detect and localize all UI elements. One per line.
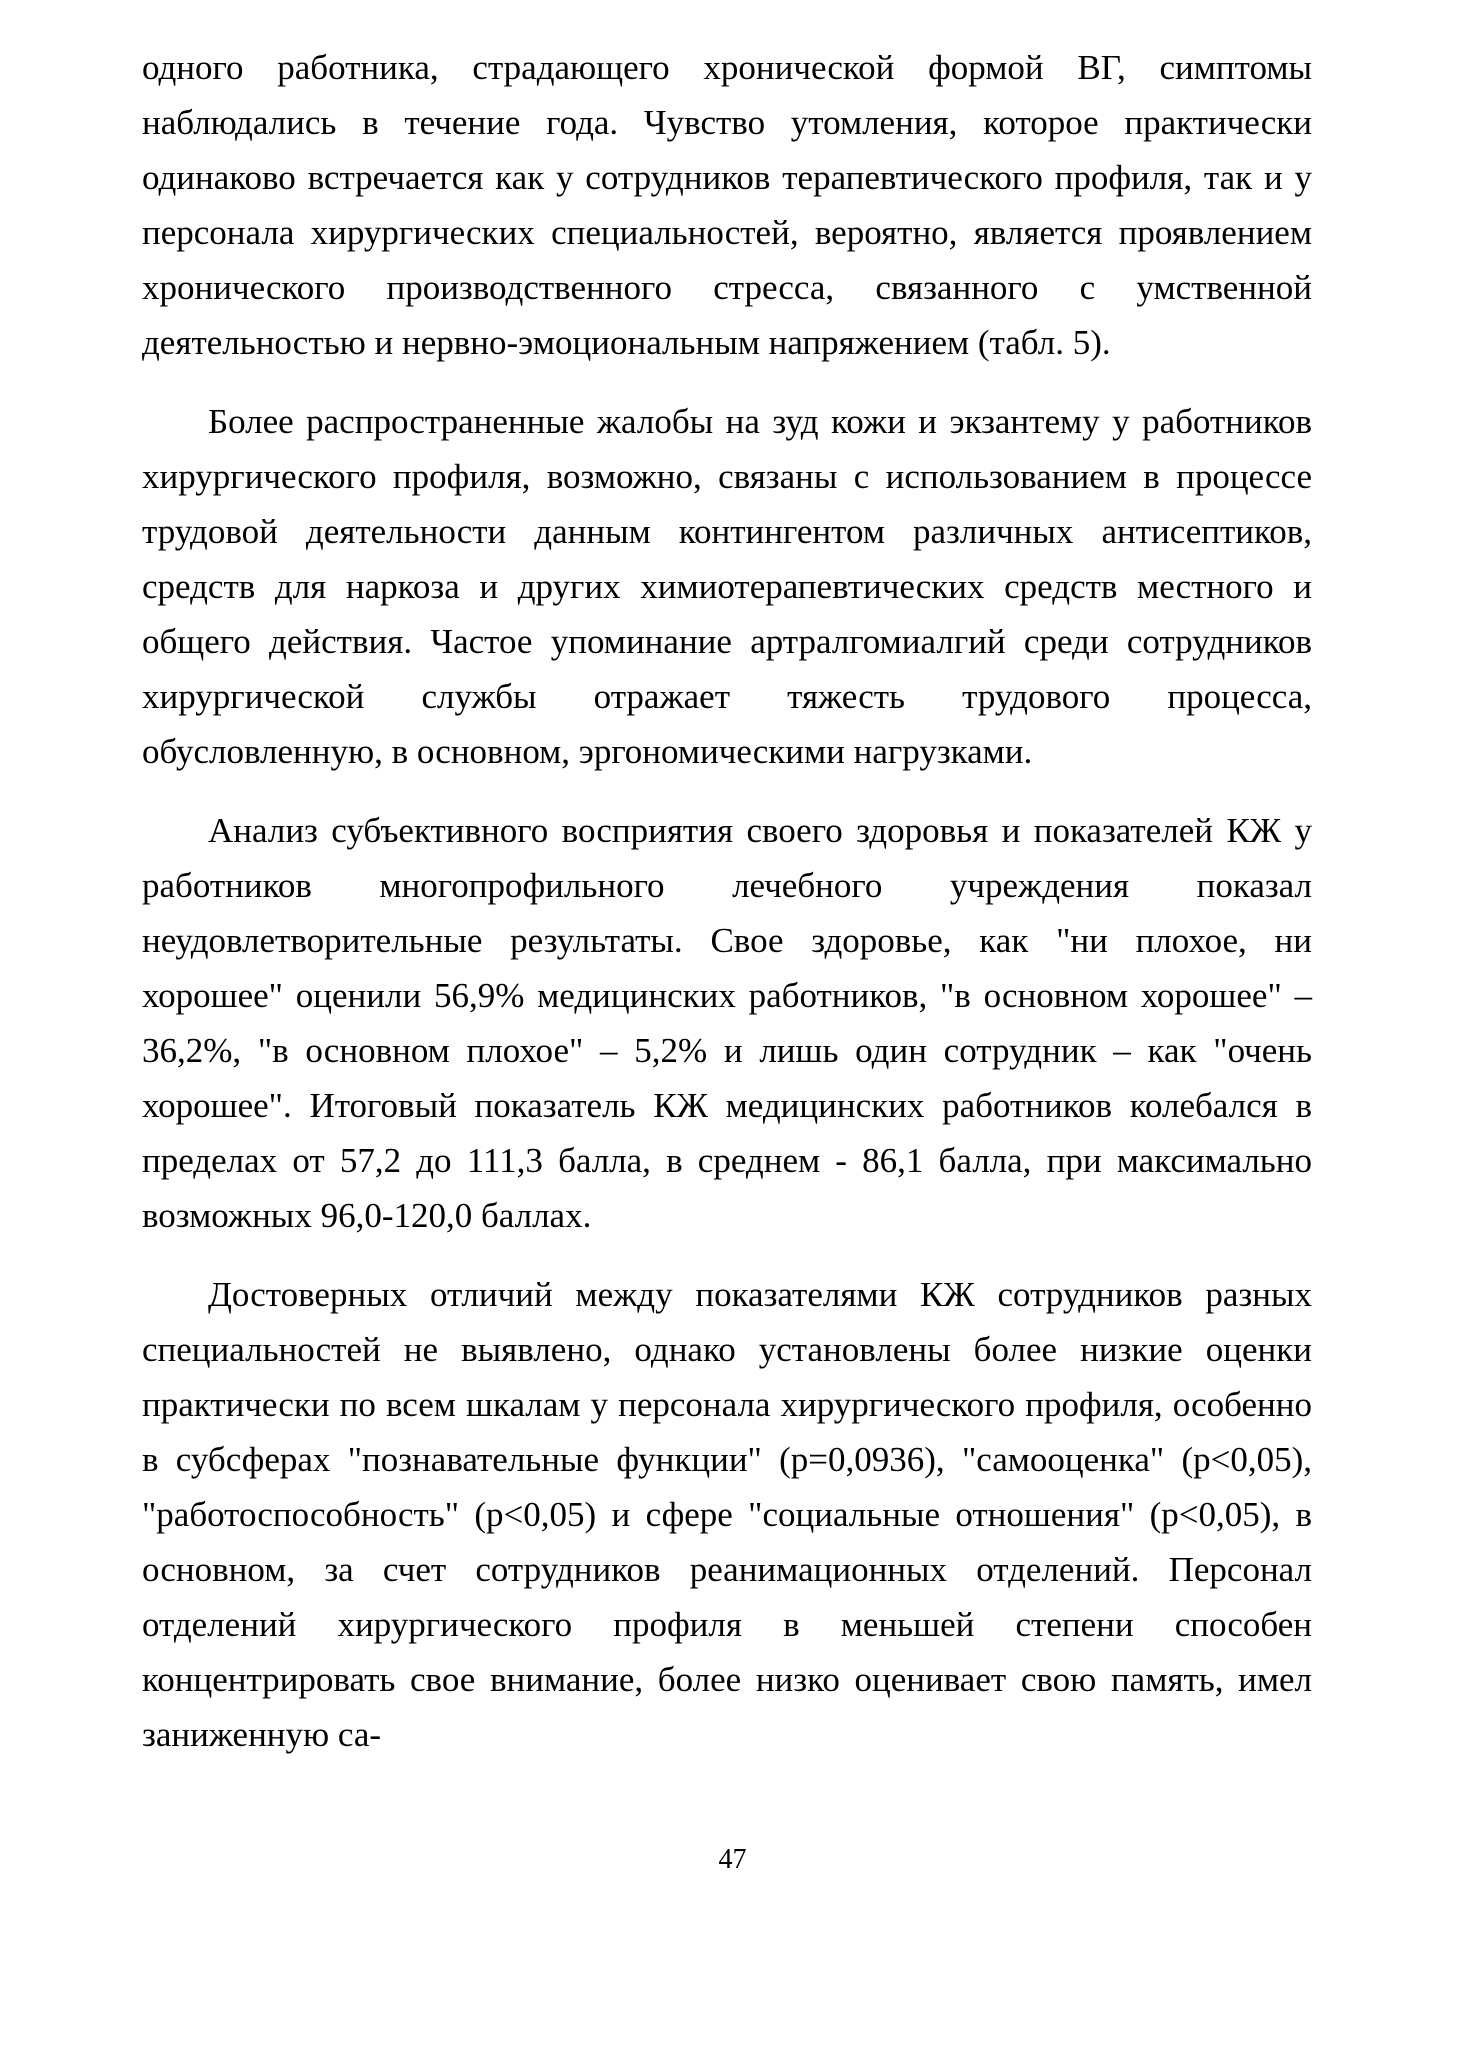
paragraph-continuation: одного работника, страдающего хронической формой ВГ, симптомы наблюдались в течение года. Чувство утомления, которое практически одинаково встречается как у сотрудников терапевтического профиля, так и у персонала хирургических специальностей, вероятно, является проявлением хронического производственного стресса, связанного с умственной деятельностью и нервно-эмоциональным напряжением (табл. 5). <box>142 48 1312 362</box>
body-text <box>142 40 1312 1762</box>
paragraph-complaints: Более распространенные жалобы на зуд кожи и экзантему у работников хирургического профиля, возможно, связаны с использованием в процессе трудовой деятельности данным контингентом различных антисептиков, средств для наркоза и других химиотерапевтических средств местного и общего действия. Частое упоминание артралгомиалгий среди сотрудников хирургической службы отражает тяжесть трудового процесса, обусловленную, в основном, эргономическими нагрузками. <box>142 402 1312 771</box>
paragraph-health-analysis: Анализ субъективного восприятия своего здоровья и показателей КЖ у работников многопрофильного лечебного учреждения показал неудовлетворительные результаты. Свое здоровье, как "ни плохое, ни хорошее" оценили 56,9% медицинских работников, "в основном хорошее" – 36,2%, "в основном плохое" – 5,2% и лишь один сотрудник – как "очень хорошее". Итоговый показатель КЖ медицинских работников колебался в пределах от 57,2 до 111,3 балла, в среднем - 86,1 балла, при максимально возможных 96,0-120,0 баллах. <box>142 811 1312 1235</box>
paragraph-differences: Достоверных отличий между показателями КЖ сотрудников разных специальностей не выявлено, однако установлены более низкие оценки практически по всем шкалам у персонала хирургического профиля, особенно в субсферах "познавательные функции" (p=0,0936), "самооценка" (p<0,05), "работоспособность" (p<0,05) и сфере "социальные отношения" (p<0,05), в основном, за счет сотрудников реанимационных отделений. Персонал отделений хирургического профиля в меньшей степени способен концентрировать свое внимание, более низко оценивает свою память, имел заниженную са- <box>142 1275 1312 1754</box>
page-number: 47 <box>718 1844 747 1875</box>
